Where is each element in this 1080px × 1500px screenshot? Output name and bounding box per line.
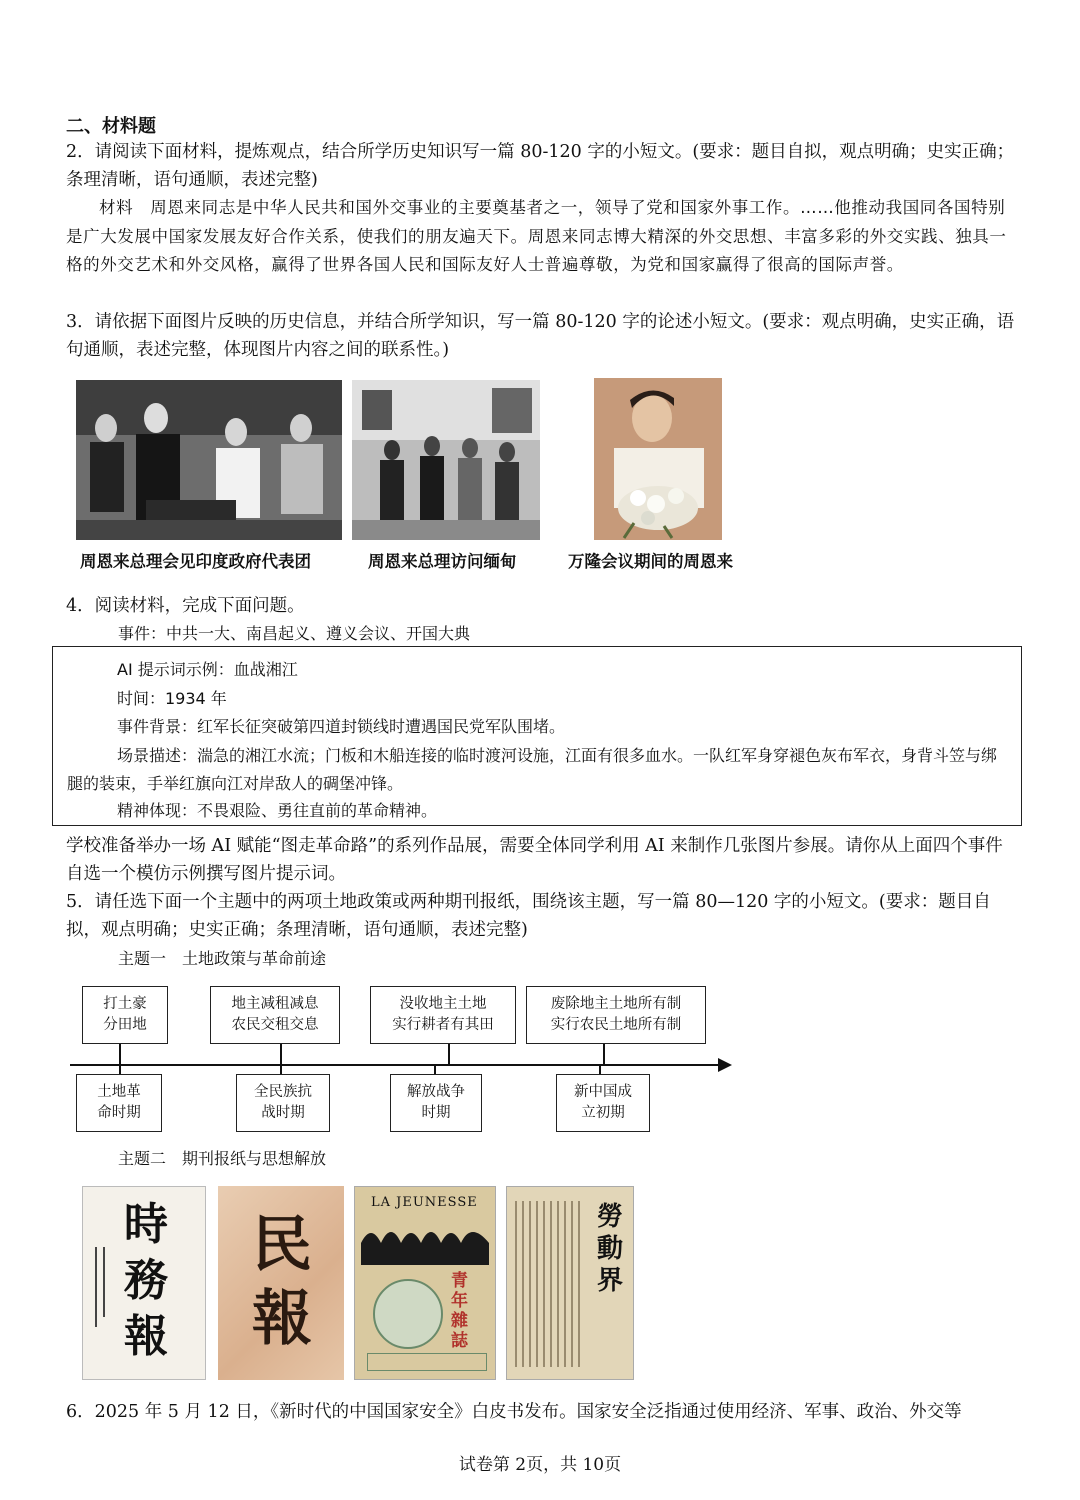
timeline-axis bbox=[70, 1064, 720, 1066]
tick-upper bbox=[119, 1044, 121, 1066]
photo-india-delegation bbox=[76, 380, 342, 540]
box-line3: 事件背景：红军长征突破第四道封锁线时遭遇国民党军队围堵。 bbox=[117, 717, 566, 736]
cover-xinqingnian bbox=[354, 1186, 496, 1380]
period-box-1: 土地革 命时期 bbox=[76, 1074, 162, 1132]
box-line1: AI 提示词示例：血战湘江 bbox=[117, 660, 298, 679]
q2-prompt: 2．请阅读下面材料，提炼观点，结合所学历史知识写一篇 80-120 字的小短文。(要求：题目自拟，观点明确；史实正确；条理清晰，语句通顺，表述完整) bbox=[66, 142, 1015, 190]
cover-shiwubao-title: 時務報 bbox=[124, 1199, 168, 1362]
cover-xinqingnian-portrait bbox=[373, 1279, 443, 1349]
tick-lower bbox=[599, 1066, 601, 1074]
cover-shiwubao-note bbox=[95, 1247, 97, 1327]
q4-prompt: 4．阅读材料，完成下面问题。 bbox=[66, 596, 305, 616]
theme1-title: 主题一 土地政策与革命前途 bbox=[118, 949, 327, 968]
photo-bandung bbox=[594, 378, 722, 540]
timeline-arrow-icon bbox=[718, 1058, 732, 1072]
tick-upper bbox=[448, 1044, 450, 1066]
cover-xinqingnian-crowd bbox=[361, 1213, 489, 1265]
q5-prompt: 5．请任选下面一个主题中的两项土地政策或两种期刊报纸，围绕该主题，写一篇 80—120 字的小短文。(要求：题目自拟，观点明确；史实正确；条理清晰，语句通顺，表述完整) bbox=[66, 892, 991, 940]
q4-after: 学校准备举办一场 AI 赋能“图走革命路”的系列作品展，需要全体同学利用 AI 来制作几张图片参展。请你从上面四个事件自选一个模仿示例撰写图片提示词。 bbox=[66, 836, 1003, 884]
photo-india-delegation-figures bbox=[76, 380, 342, 540]
policy-box-2: 地主减租减息 农民交租交息 bbox=[210, 986, 340, 1044]
period-box-3: 解放战争 时期 bbox=[390, 1074, 482, 1132]
box-line4: 场景描述：湍急的湘江水流；门板和木船连接的临时渡河设施，江面有很多血水。一队红军身穿褪色灰布军衣，身背斗笠与绑腿的装束，手举红旗向江对岸敌人的碉堡冲锋。 bbox=[67, 746, 998, 793]
tick-upper bbox=[603, 1044, 605, 1066]
theme2-title: 主题二 期刊报纸与思想解放 bbox=[118, 1149, 327, 1168]
ai-prompt-example-box bbox=[52, 646, 1022, 826]
photo-burma-visit bbox=[352, 380, 540, 540]
cover-minbao-title: 民報 bbox=[252, 1210, 312, 1354]
section-title: 二、材料题 bbox=[66, 116, 156, 137]
photo-bandung-portrait bbox=[594, 378, 722, 540]
period-box-2: 全民族抗 战时期 bbox=[236, 1074, 330, 1132]
photo-burma-visit-figures bbox=[352, 380, 540, 540]
cover-xinqingnian-top: LA JEUNESSE bbox=[371, 1195, 478, 1210]
tick-lower bbox=[434, 1066, 436, 1074]
tick-lower bbox=[280, 1066, 282, 1074]
box-line2: 时间：1934 年 bbox=[117, 689, 227, 708]
policy-box-1: 打土豪 分田地 bbox=[82, 986, 168, 1044]
caption-burma-visit: 周恩来总理访问缅甸 bbox=[368, 552, 517, 571]
cover-shiwubao-note bbox=[103, 1247, 105, 1317]
q3-prompt: 3．请依据下面图片反映的历史信息，并结合所学知识，写一篇 80-120 字的论述小短文。(要求：观点明确，史实正确，语句通顺，表述完整，体现图片内容之间的联系性。) bbox=[66, 312, 1015, 360]
q4-events: 事件：中共一大、南昌起义、遵义会议、开国大典 bbox=[118, 624, 471, 643]
policy-box-3: 没收地主土地 实行耕者有其田 bbox=[370, 986, 516, 1044]
cover-minbao bbox=[218, 1186, 344, 1380]
cover-xinqingnian-side: 青年雜誌 bbox=[451, 1271, 468, 1351]
tick-upper bbox=[280, 1044, 282, 1066]
caption-india-delegation: 周恩来总理会见印度政府代表团 bbox=[80, 552, 311, 571]
page-footer: 试卷第 2页，共 10页 bbox=[458, 1455, 622, 1475]
cover-xinqingnian-band bbox=[367, 1353, 487, 1371]
caption-bandung: 万隆会议期间的周恩来 bbox=[568, 552, 733, 571]
cover-laodongjie-title: 勞動界 bbox=[596, 1202, 623, 1296]
cover-laodongjie-text bbox=[515, 1201, 585, 1367]
cover-laodongjie bbox=[506, 1186, 634, 1380]
cover-shiwubao bbox=[82, 1186, 206, 1380]
box-line5: 精神体现：不畏艰险、勇往直前的革命精神。 bbox=[117, 801, 438, 820]
tick-lower bbox=[119, 1066, 121, 1074]
period-box-4: 新中国成 立初期 bbox=[556, 1074, 650, 1132]
q2-material: 材料 周恩来同志是中华人民共和国外交事业的主要奠基者之一，领导了党和国家外事工作。……他推动我国同各国特别是广大发展中国家发展友好合作关系，使我们的朋友遍天下。周恩来同志博大精深的外交思想、丰富多彩的外交实践、独具一格的外交艺术和外交风格，赢得了世界各国人民和国际友好人士普遍尊敬，为党和国家赢得了很高的国际声誉。 bbox=[66, 198, 1007, 274]
q6-prompt: 6．2025 年 5 月 12 日，《新时代的中国国家安全》白皮书发布。国家安全泛指通过使用经济、军事、政治、外交等 bbox=[66, 1402, 962, 1422]
policy-box-4: 废除地主土地所有制 实行农民土地所有制 bbox=[526, 986, 706, 1044]
